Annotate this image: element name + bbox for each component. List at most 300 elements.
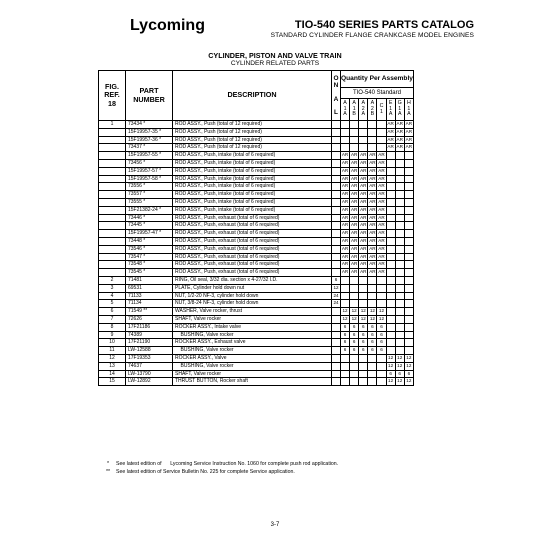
fig-ref-cell [99,253,126,261]
quantity-cell: 6 [377,347,386,355]
fig-ref-cell [99,175,126,183]
quantity-cell: AR [350,206,359,214]
quantity-cell: 12 [350,308,359,316]
quantity-cell [386,245,395,253]
header-optional [332,71,341,121]
quantity-cell: AR [395,136,404,144]
quantity-cell: AR [350,253,359,261]
section-subtitle: CYLINDER RELATED PARTS [230,60,320,67]
model-column-header [359,99,368,121]
quantity-cell: AR [377,245,386,253]
fig-ref-cell: 1 [99,121,126,129]
fig-ref-cell: 2 [99,276,126,284]
quantity-cell: 6 [368,331,377,339]
quantity-cell [404,261,413,269]
quantity-cell [359,276,368,284]
quantity-cell: AR [359,159,368,167]
optional-qty-cell [332,222,341,230]
quantity-cell: AR [404,144,413,152]
quantity-cell [386,183,395,191]
part-number-cell: 15F19957-35 * [126,128,173,136]
model-column-header [350,99,359,121]
quantity-cell: AR [350,198,359,206]
table-row [99,167,414,175]
quantity-cell [350,378,359,386]
table-row [99,284,414,292]
quantity-cell [395,245,404,253]
quantity-cell [350,292,359,300]
quantity-cell [395,269,404,277]
fig-ref-cell: 15 [99,378,126,386]
quantity-cell [404,292,413,300]
optional-qty-cell: 24 [332,300,341,308]
brand-logo: Lycoming [130,17,205,34]
description-cell: SHAFT, Valve rocker [173,315,332,323]
part-number-cell: 17F21186 [126,323,173,331]
quantity-cell: AR [377,269,386,277]
part-number-cell: 15F19957-57 * [126,167,173,175]
table-row [99,222,414,230]
table-row [99,183,414,191]
quantity-cell [359,136,368,144]
quantity-cell [350,128,359,136]
quantity-cell [359,121,368,129]
quantity-cell [386,315,395,323]
table-row [99,214,414,222]
quantity-cell [350,121,359,129]
description-cell: ROD ASSY., Push, intake (total of 6 required) [173,159,332,167]
quantity-cell: AR [350,167,359,175]
fig-ref-cell: 5 [99,300,126,308]
optional-qty-cell [332,378,341,386]
table-row [99,136,414,144]
quantity-cell: AR [404,136,413,144]
quantity-cell [377,300,386,308]
quantity-cell [395,261,404,269]
part-number-cell: 73456 * [126,159,173,167]
quantity-cell: 6 [359,331,368,339]
fig-ref-cell: 12 [99,354,126,362]
model-code-char: 1 [398,105,402,112]
table-row [99,269,414,277]
quantity-cell: 6 [368,323,377,331]
quantity-cell [395,222,404,230]
description-cell: ROD ASSY., Push, intake (total of 6 required) [173,152,332,160]
header-fig-number: 18 [108,98,116,108]
quantity-cell [377,354,386,362]
quantity-cell: 6 [350,331,359,339]
quantity-cell [395,237,404,245]
quantity-cell [377,276,386,284]
description-cell: ROD ASSY., Push, intake (total of 6 required) [173,198,332,206]
optional-qty-cell [332,347,341,355]
optional-qty-cell [332,253,341,261]
model-code-char: G [397,100,402,107]
quantity-cell [386,159,395,167]
model-code-char: 1 [380,108,383,115]
quantity-cell: AR [377,167,386,175]
quantity-cell: AR [341,206,350,214]
quantity-cell [377,370,386,378]
quantity-cell: AR [377,261,386,269]
quantity-cell: 12 [404,354,413,362]
quantity-cell [341,284,350,292]
quantity-cell [377,136,386,144]
description-cell: ROD ASSY., Push, exhaust (total of 6 required) [173,214,332,222]
quantity-cell [368,276,377,284]
quantity-cell: AR [359,230,368,238]
description-cell: ROD ASSY., Push, exhaust (total of 6 required) [173,230,332,238]
quantity-cell [377,128,386,136]
fig-ref-cell [99,152,126,160]
table-row [99,144,414,152]
quantity-cell: AR [395,128,404,136]
quantity-cell [395,253,404,261]
model-code-char: A [343,111,347,118]
quantity-cell [404,198,413,206]
description-cell: BUSHING, Valve rocker [173,331,332,339]
model-column-header [386,99,395,121]
optional-qty-cell [332,261,341,269]
quantity-cell: AR [359,191,368,199]
quantity-cell [395,315,404,323]
table-row [99,230,414,238]
quantity-cell [386,253,395,261]
quantity-cell [404,245,413,253]
page-number: 3-7 [270,522,280,528]
quantity-cell [404,308,413,316]
quantity-cell: AR [395,144,404,152]
description-cell: BUSHING, Valve rocker [173,347,332,355]
quantity-cell [368,378,377,386]
part-number-cell: 15F21382-24 * [126,206,173,214]
part-number-cell: 73434 * [126,121,173,129]
model-column-header [395,99,404,121]
table-row [99,121,414,129]
description-cell: PLATE, Cylinder hold down nut [173,284,332,292]
quantity-cell: AR [341,183,350,191]
quantity-cell: AR [341,214,350,222]
quantity-cell [404,347,413,355]
quantity-cell: AR [341,253,350,261]
quantity-cell: AR [341,159,350,167]
part-number-cell: 15F19957-55 * [126,152,173,160]
quantity-cell: AR [350,214,359,222]
header-quantity-per-assembly: Quantity Per Assembly [341,71,414,88]
quantity-cell: 12 [386,354,395,362]
optional-qty-cell [332,362,341,370]
quantity-cell: AR [341,269,350,277]
footnote-text: See latest edition of Lycoming Service Instruction No. 1060 for complete push rod application. [116,461,339,467]
optional-qty-cell [332,136,341,144]
model-column-header [377,99,386,121]
optional-qty-cell [332,308,341,316]
part-number-cell: 71133 [126,292,173,300]
table-row [99,198,414,206]
description-cell: RING, Oil seal, 3/32 dia. section x 4-27/32 I.D. [173,276,332,284]
quantity-cell [404,269,413,277]
quantity-cell [386,284,395,292]
quantity-cell: AR [377,191,386,199]
quantity-cell [359,300,368,308]
quantity-cell: AR [386,144,395,152]
optional-qty-cell [332,121,341,129]
quantity-cell [377,144,386,152]
quantity-cell: AR [359,152,368,160]
quantity-cell [395,183,404,191]
model-code-char: A [361,111,366,118]
quantity-cell: AR [368,269,377,277]
quantity-cell [341,128,350,136]
quantity-cell: AR [377,198,386,206]
quantity-cell [395,198,404,206]
quantity-cell: 6 [350,339,359,347]
model-code-char: B [352,111,356,118]
quantity-cell [377,292,386,300]
quantity-cell [386,269,395,277]
part-number-cell: 73445 * [126,222,173,230]
quantity-cell [386,222,395,230]
model-code-char: 1 [407,105,411,112]
description-cell: ROD ASSY., Push, exhaust (total of 6 required) [173,269,332,277]
quantity-cell [404,331,413,339]
quantity-cell [341,276,350,284]
description-cell: ROD ASSY., Push (total of 12 required) [173,136,332,144]
model-code-char: A [388,111,393,118]
quantity-cell: 12 [377,308,386,316]
fig-ref-cell: 9 [99,331,126,339]
optional-qty-cell [332,269,341,277]
quantity-cell [395,308,404,316]
optional-qty-cell [332,331,341,339]
quantity-cell [404,175,413,183]
quantity-cell: 12 [386,378,395,386]
quantity-cell: AR [395,121,404,129]
parts-table [98,70,414,386]
optional-qty-cell [332,183,341,191]
quantity-cell: AR [350,175,359,183]
optional-qty-cell [332,214,341,222]
quantity-cell [404,152,413,160]
quantity-cell [350,284,359,292]
part-number-cell: 73545 * [126,269,173,277]
footnote-mark: * [106,461,110,467]
quantity-cell: AR [350,261,359,269]
description-cell: ROD ASSY., Push, exhaust (total of 6 required) [173,253,332,261]
quantity-cell: 6 [350,347,359,355]
optional-qty-cell [332,245,341,253]
quantity-cell: AR [359,175,368,183]
quantity-cell: 12 [377,315,386,323]
optional-qty-cell: 24 [332,292,341,300]
quantity-cell: AR [377,175,386,183]
part-number-cell: 15F19957-58 * [126,175,173,183]
quantity-cell: AR [359,198,368,206]
part-number-cell: LW-13790 [126,370,173,378]
quantity-cell: AR [368,152,377,160]
fig-ref-cell [99,245,126,253]
table-row [99,300,414,308]
quantity-cell: AR [377,214,386,222]
quantity-cell [368,370,377,378]
table-row [99,128,414,136]
quantity-cell: AR [350,183,359,191]
quantity-cell [386,347,395,355]
quantity-cell: AR [341,230,350,238]
optional-qty-cell [332,152,341,160]
part-number-cell: 73546 * [126,245,173,253]
part-number-cell: 69531 [126,284,173,292]
quantity-cell [404,191,413,199]
model-code-char: 1 [343,105,347,112]
part-number-cell: 73446 * [126,214,173,222]
optional-qty-cell [332,323,341,331]
quantity-cell [395,300,404,308]
description-cell: WASHER, Valve rocker, thrust [173,308,332,316]
fig-ref-cell: 14 [99,370,126,378]
quantity-cell: AR [341,152,350,160]
quantity-cell: AR [386,128,395,136]
footnotes [100,460,466,476]
quantity-cell: 6 [359,323,368,331]
quantity-cell [377,121,386,129]
quantity-cell [404,167,413,175]
quantity-cell [359,128,368,136]
part-number-cell: 74637 [126,362,173,370]
quantity-cell [377,378,386,386]
quantity-cell [404,284,413,292]
fig-ref-cell: 7 [99,315,126,323]
model-code-char: A [343,100,347,107]
model-code-char: 1 [389,105,393,112]
optional-qty-cell [332,144,341,152]
part-number-cell: 73557 * [126,191,173,199]
quantity-cell [386,167,395,175]
quantity-cell: AR [341,175,350,183]
quantity-cell: AR [350,230,359,238]
optional-qty-cell [332,230,341,238]
fig-ref-cell [99,214,126,222]
part-number-cell: 73556 * [126,183,173,191]
quantity-cell: 6 [359,347,368,355]
quantity-cell [377,362,386,370]
model-code-char: E [388,100,393,107]
part-number-cell: LW-12588 [126,347,173,355]
description-cell: ROD ASSY., Push (total of 12 required) [173,128,332,136]
quantity-cell: AR [377,237,386,245]
header-description: DESCRIPTION [173,71,332,121]
model-column-header [404,99,413,121]
optional-letter: L [334,109,338,116]
model-code-char: A [370,100,375,107]
model-code-char: 2 [361,105,365,112]
quantity-cell: 12 [359,315,368,323]
quantity-cell: AR [404,121,413,129]
quantity-cell: AR [350,245,359,253]
header-fig-ref [99,71,126,121]
quantity-cell [350,144,359,152]
quantity-cell [341,121,350,129]
fig-ref-cell: 6 [99,308,126,316]
quantity-cell [404,323,413,331]
quantity-cell [386,191,395,199]
quantity-cell [395,331,404,339]
fig-ref-cell [99,222,126,230]
fig-ref-cell [99,183,126,191]
quantity-cell: AR [368,261,377,269]
description-cell: ROD ASSY., Push, intake (total of 6 required) [173,167,332,175]
fig-ref-cell [99,136,126,144]
quantity-cell: 12 [404,362,413,370]
table-row [99,152,414,160]
optional-letter: O [333,74,339,82]
quantity-cell: AR [359,269,368,277]
fig-ref-cell [99,167,126,175]
quantity-cell: AR [368,206,377,214]
quantity-cell [368,354,377,362]
table-row [99,354,414,362]
quantity-cell: 12 [386,362,395,370]
quantity-cell: AR [359,253,368,261]
quantity-cell [350,362,359,370]
table-row [99,347,414,355]
quantity-cell [395,347,404,355]
quantity-cell: 12 [404,378,413,386]
quantity-cell [395,339,404,347]
quantity-cell [395,191,404,199]
catalog-subtitle: STANDARD CYLINDER FLANGE CRANKCASE MODEL ENGINES [270,32,474,39]
fig-ref-cell [99,237,126,245]
description-cell: ROD ASSY., Push, intake (total of 6 required) [173,206,332,214]
quantity-cell [404,237,413,245]
optional-qty-cell [332,370,341,378]
quantity-cell: AR [368,230,377,238]
quantity-cell: AR [359,206,368,214]
quantity-cell: AR [377,159,386,167]
optional-qty-cell [332,159,341,167]
quantity-cell [368,284,377,292]
fig-ref-cell [99,198,126,206]
optional-qty-cell [332,339,341,347]
quantity-cell: 12 [395,354,404,362]
quantity-cell [368,121,377,129]
quantity-cell [386,292,395,300]
header-fig-ref-label: FIG. REF. [104,81,120,100]
quantity-cell: 6 [395,370,404,378]
description-cell: ROD ASSY., Push, intake (total of 6 required) [173,175,332,183]
quantity-cell [404,230,413,238]
description-cell: ROD ASSY., Push, exhaust (total of 6 required) [173,237,332,245]
table-row [99,261,414,269]
fig-ref-cell [99,128,126,136]
quantity-cell: 6 [377,339,386,347]
quantity-cell: AR [368,253,377,261]
quantity-cell [386,323,395,331]
optional-letter: A [333,95,339,103]
fig-ref-cell [99,159,126,167]
table-row [99,159,414,167]
quantity-cell: AR [386,136,395,144]
part-number-cell: 73437 * [126,144,173,152]
footnote-mark: ** [105,469,111,475]
quantity-cell: AR [368,175,377,183]
quantity-cell: AR [341,167,350,175]
fig-ref-cell: 11 [99,347,126,355]
part-number-cell: 15F19957-36 * [126,136,173,144]
quantity-cell [341,292,350,300]
catalog-title: TIO-540 SERIES PARTS CATALOG [294,19,474,31]
quantity-cell [368,144,377,152]
